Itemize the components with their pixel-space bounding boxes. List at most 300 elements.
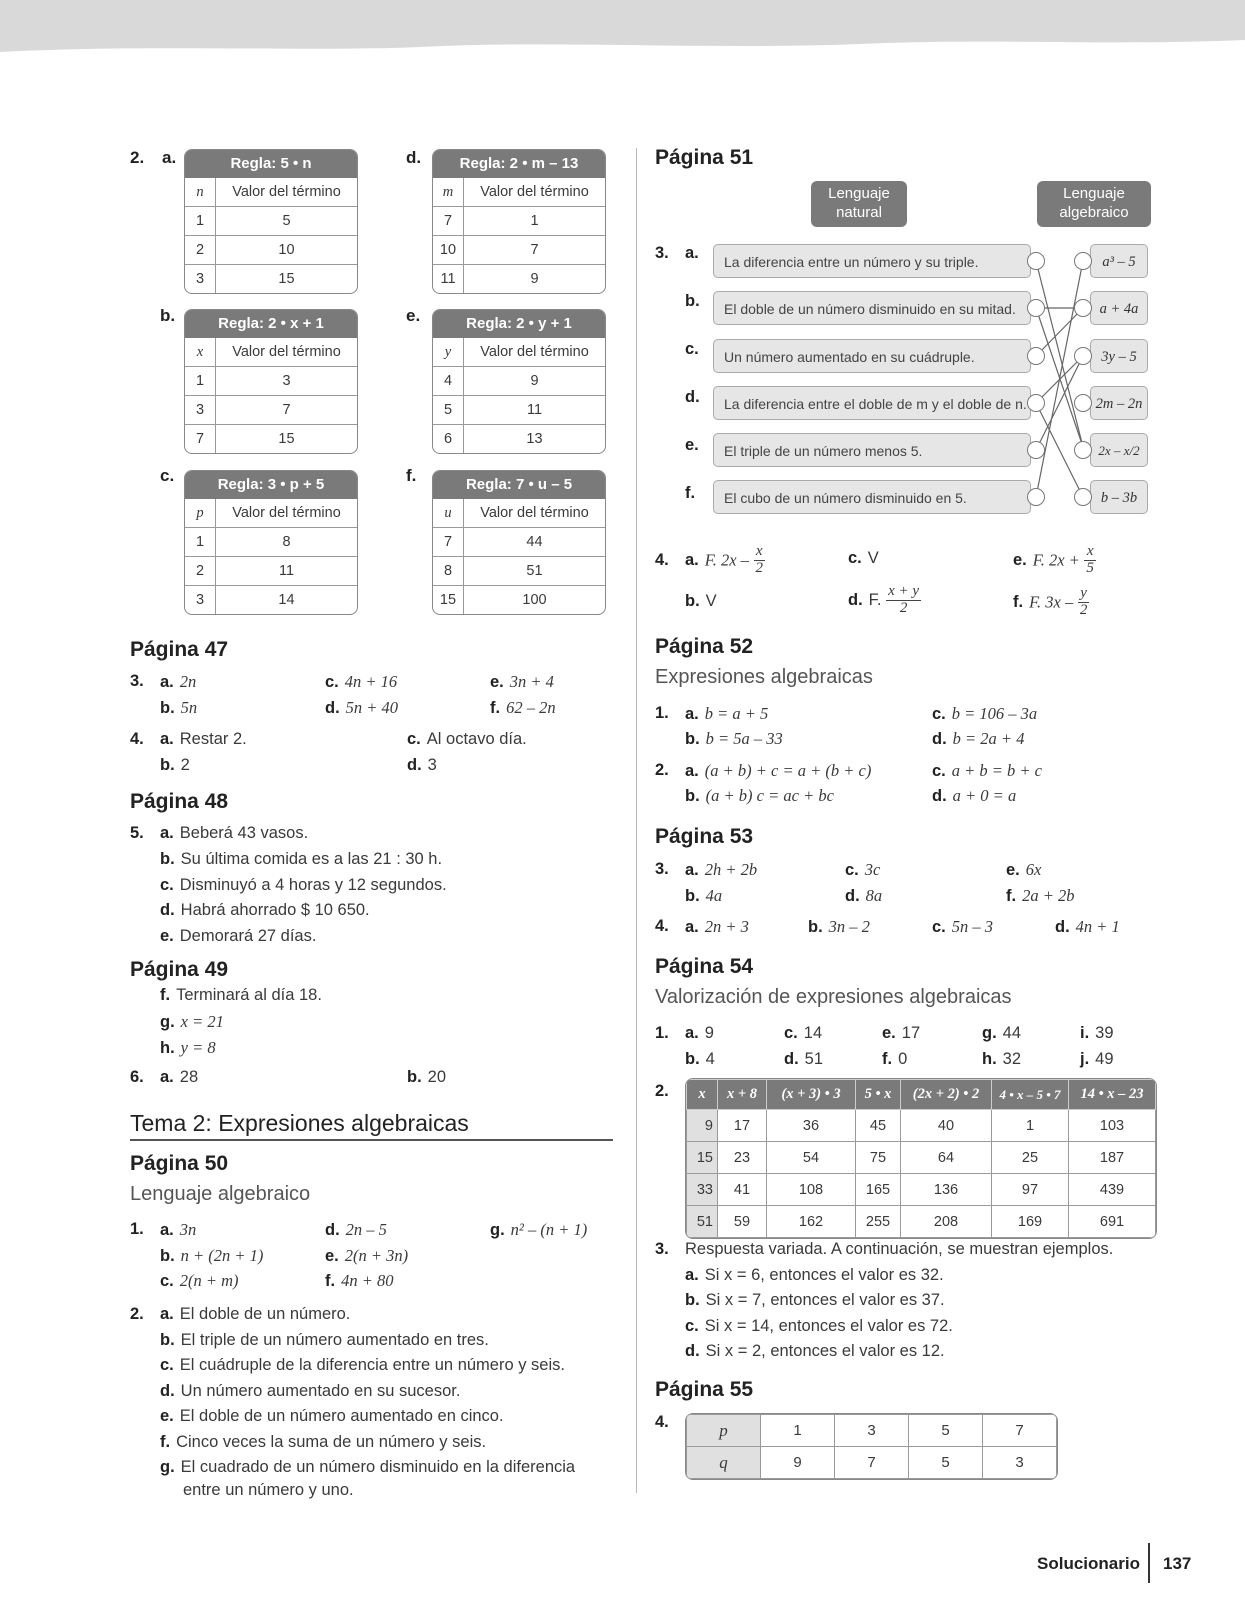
answer-text: Al octavo día. xyxy=(426,730,527,748)
item-label: a. xyxy=(685,550,699,569)
rule-header: Regla: 3 • p + 5 xyxy=(185,471,357,499)
table-cell: 15 xyxy=(433,586,464,615)
table-row xyxy=(687,1080,1156,1110)
table-cell: 3 xyxy=(835,1415,909,1447)
table-cell: 691 xyxy=(1069,1206,1156,1238)
table-cell: 75 xyxy=(856,1142,901,1174)
table-row xyxy=(433,236,605,265)
item-label: d. xyxy=(685,1342,700,1360)
expr-2: a + 4a xyxy=(1090,291,1148,325)
table-cell: 7 xyxy=(433,528,464,557)
answer-text: Cinco veces la suma de un número y seis. xyxy=(176,1433,487,1451)
item-label: b. xyxy=(160,850,175,868)
rule-table-c xyxy=(184,470,358,615)
table-row xyxy=(433,499,605,528)
answer-line xyxy=(325,1246,408,1266)
phrase-d: La diferencia entre el doble de m y el doble de n. xyxy=(713,386,1031,420)
item-label: a. xyxy=(685,762,699,780)
answer-line xyxy=(655,761,669,780)
section-title: Página 47 xyxy=(130,638,229,661)
answer-line xyxy=(130,1305,144,1324)
table-cell: n xyxy=(185,178,216,207)
table-cell: 9 xyxy=(464,265,606,294)
item-label: c. xyxy=(784,1024,798,1042)
table-cell: x + 8 xyxy=(718,1080,767,1110)
item-label: e. xyxy=(490,673,504,691)
answer-text: 2 xyxy=(1079,601,1088,618)
question-number: 6. xyxy=(130,1068,144,1086)
phrase-e: El triple de un número menos 5. xyxy=(713,433,1031,467)
item-label: c. xyxy=(160,876,174,894)
answer-line xyxy=(685,704,768,724)
answer-text: b = 5a – 33 xyxy=(705,729,783,748)
answer-line xyxy=(685,436,705,455)
table-cell: 7 xyxy=(216,396,358,425)
answer-line xyxy=(160,1305,350,1324)
table-cell: 9 xyxy=(761,1447,835,1479)
table-cell: 23 xyxy=(718,1142,767,1174)
answer-text: 2(n + m) xyxy=(179,1271,239,1290)
table-row xyxy=(433,425,605,454)
table-cell: 51 xyxy=(464,557,606,586)
section-title: Página 51 xyxy=(655,146,754,169)
answer-text: Lenguaje xyxy=(828,185,890,202)
answer-line xyxy=(1013,586,1089,619)
table-row xyxy=(185,178,357,207)
item-label: d. xyxy=(845,887,860,905)
answer-line xyxy=(130,1220,144,1239)
question-number: 4. xyxy=(655,551,669,569)
answer-line xyxy=(685,761,871,781)
item-label: b. xyxy=(685,787,700,805)
item-label: d. xyxy=(932,730,947,748)
answer-text: 3c xyxy=(864,860,881,879)
item-label: g. xyxy=(490,1221,505,1239)
answer-text: Si x = 7, entonces el valor es 37. xyxy=(705,1291,945,1309)
answer-text: 5n – 3 xyxy=(951,917,994,936)
table-cell: 9 xyxy=(687,1110,718,1142)
table-row xyxy=(687,1142,1156,1174)
answer-text: 2 xyxy=(899,599,908,616)
answer-line xyxy=(685,484,701,503)
answer-line xyxy=(160,730,247,749)
table-row xyxy=(687,1174,1156,1206)
item-label: i. xyxy=(1080,1024,1090,1042)
answer-line xyxy=(685,544,765,577)
item-label: b. xyxy=(685,730,700,748)
answer-text: 14 xyxy=(803,1024,823,1042)
section-title: Página 49 xyxy=(130,958,229,981)
expr-3: 3y – 5 xyxy=(1090,339,1148,373)
table-row xyxy=(185,425,357,454)
table-cell: 2 xyxy=(185,236,216,265)
answer-line xyxy=(932,786,1016,806)
match-dot xyxy=(1074,488,1092,506)
answer-line xyxy=(655,860,669,879)
answer-line xyxy=(1006,886,1074,906)
table-row xyxy=(687,1110,1156,1142)
answer-line xyxy=(685,592,717,611)
table-cell: 15 xyxy=(687,1142,718,1174)
table-cell: 5 xyxy=(216,207,358,236)
answer-text: 4 xyxy=(705,1050,715,1068)
table-cell: 7 xyxy=(835,1447,909,1479)
table-cell: 4 xyxy=(433,367,464,396)
phrase-a: La diferencia entre un número y su triple. xyxy=(713,244,1031,278)
match-dot xyxy=(1074,394,1092,412)
question-number: 3. xyxy=(655,860,669,878)
answer-line xyxy=(685,340,705,359)
answer-line xyxy=(845,860,880,880)
answer-line xyxy=(784,1050,823,1069)
expr-1: a³ – 5 xyxy=(1090,244,1148,278)
item-label: d. xyxy=(784,1050,799,1068)
expr-4: 2m – 2n xyxy=(1090,386,1148,420)
table-cell: 162 xyxy=(767,1206,856,1238)
answer-line xyxy=(1080,1050,1114,1069)
section-title: Página 55 xyxy=(655,1378,754,1401)
table-cell: x xyxy=(687,1080,718,1110)
fraction xyxy=(886,584,921,617)
table-cell: 36 xyxy=(767,1110,856,1142)
item-label: c. xyxy=(932,918,946,936)
column-divider xyxy=(636,148,637,1493)
footer-divider xyxy=(1148,1543,1150,1583)
table-cell: 15 xyxy=(216,425,358,454)
item-label: a. xyxy=(685,918,699,936)
item-label: a. xyxy=(685,1266,699,1284)
table-cell: 136 xyxy=(901,1174,992,1206)
item-label: e. xyxy=(406,306,421,325)
section-subtitle: Valorización de expresiones algebraicas xyxy=(655,986,1012,1008)
item-label: f. xyxy=(1006,887,1017,905)
answer-text: x = 21 xyxy=(180,1012,224,1031)
item-label: b. xyxy=(160,1331,175,1349)
answer-line xyxy=(808,917,870,937)
answer-line xyxy=(685,1317,953,1336)
table-cell: 1 xyxy=(761,1415,835,1447)
table-cell: 25 xyxy=(992,1142,1069,1174)
answer-text: El cuadrado de un número disminuido en la diferencia xyxy=(180,1458,576,1476)
table-cell: 103 xyxy=(1069,1110,1156,1142)
answer-line xyxy=(685,388,706,407)
answer-text: 2n – 5 xyxy=(345,1220,387,1239)
answer-text: Respuesta variada. A continuación, se muestran ejemplos. xyxy=(685,1240,1114,1258)
answer-text: Restar 2. xyxy=(179,730,247,748)
item-label: a. xyxy=(685,244,699,262)
item-label: c. xyxy=(845,861,859,879)
answer-text: V xyxy=(705,592,717,610)
table-cell: 208 xyxy=(901,1206,992,1238)
table-cell: m xyxy=(433,178,464,207)
item-label: b. xyxy=(160,306,176,325)
question-number: 5. xyxy=(130,824,144,842)
table-cell: 9 xyxy=(464,367,606,396)
answer-line xyxy=(685,886,722,906)
item-label: e. xyxy=(685,436,699,454)
answer-line xyxy=(685,1050,715,1069)
answer-text: 32 xyxy=(1002,1050,1022,1068)
table-cell: 187 xyxy=(1069,1142,1156,1174)
answer-line xyxy=(655,551,669,570)
answer-line xyxy=(130,824,144,843)
section-title: Página 52 xyxy=(655,635,754,658)
topic-heading: Tema 2: Expresiones algebraicas xyxy=(130,1110,613,1141)
question-number: 2. xyxy=(655,1082,669,1100)
item-label: e. xyxy=(882,1024,896,1042)
table-cell: 1 xyxy=(992,1110,1069,1142)
item-label: b. xyxy=(160,756,175,774)
item-label: d. xyxy=(160,901,175,919)
item-label: b. xyxy=(685,292,700,310)
item-label: j. xyxy=(1080,1050,1090,1068)
item-label: d. xyxy=(848,590,863,609)
question-number: 4. xyxy=(130,730,144,748)
match-dot xyxy=(1027,347,1045,365)
header-banner xyxy=(0,0,1245,66)
answer-line xyxy=(982,1050,1021,1069)
table-cell: 54 xyxy=(767,1142,856,1174)
question-number: 3. xyxy=(130,672,144,690)
table-cell: 169 xyxy=(992,1206,1069,1238)
table-cell: (x + 3) • 3 xyxy=(767,1080,856,1110)
answer-line xyxy=(882,1024,920,1043)
match-dot xyxy=(1074,347,1092,365)
match-dot xyxy=(1074,299,1092,317)
answer-line xyxy=(160,1038,216,1058)
table-cell: 5 xyxy=(909,1447,983,1479)
question-number: 1. xyxy=(130,1220,144,1238)
answer-text: (a + b) + c = a + (b + c) xyxy=(704,761,872,780)
header-algebraico xyxy=(1037,181,1151,227)
item-label: b. xyxy=(685,1291,700,1309)
answer-text: 2n xyxy=(179,672,197,691)
answer-line xyxy=(160,901,370,920)
item-label: b. xyxy=(160,699,175,717)
table-cell: 1 xyxy=(185,367,216,396)
item-label: a. xyxy=(685,1024,699,1042)
rule-table-a xyxy=(184,149,358,294)
item-label: c. xyxy=(160,466,175,485)
match-dot xyxy=(1027,394,1045,412)
table-cell: 7 xyxy=(433,207,464,236)
table-cell: 7 xyxy=(983,1415,1057,1447)
table-cell: 41 xyxy=(718,1174,767,1206)
table-cell: 33 xyxy=(687,1174,718,1206)
answer-text: F. 2x – xyxy=(704,550,749,570)
answer-line xyxy=(130,1068,144,1087)
item-label: f. xyxy=(325,1272,336,1290)
answer-line xyxy=(685,860,757,880)
rule-table-f xyxy=(432,470,606,615)
fraction xyxy=(754,544,766,577)
answer-line xyxy=(1055,917,1120,937)
match-dot xyxy=(1027,299,1045,317)
rule-header: Regla: 2 • x + 1 xyxy=(185,310,357,338)
rule-header: Regla: 2 • m – 13 xyxy=(433,150,605,178)
item-label: a. xyxy=(160,824,174,842)
answer-line xyxy=(490,1220,587,1240)
match-dot xyxy=(1027,488,1045,506)
item-label: a. xyxy=(685,861,699,879)
answer-text: 0 xyxy=(898,1050,908,1068)
item-label: h. xyxy=(160,1039,175,1057)
answer-text: 51 xyxy=(804,1050,824,1068)
item-label: d. xyxy=(685,388,700,406)
table-cell: 11 xyxy=(433,265,464,294)
answer-text: 2(n + 3n) xyxy=(344,1246,409,1265)
table-cell: 5 xyxy=(433,396,464,425)
item-label: d. xyxy=(325,1221,340,1239)
table-cell: 4 • x – 5 • 7 xyxy=(992,1080,1069,1110)
answer-text: 8a xyxy=(865,886,883,905)
item-label: e. xyxy=(1013,550,1027,569)
item-label: c. xyxy=(160,1272,174,1290)
match-dot xyxy=(1027,252,1045,270)
item-label: f. xyxy=(160,986,171,1004)
answer-text: natural xyxy=(836,204,882,221)
answer-text: 4n + 80 xyxy=(341,1271,394,1290)
table-cell: 3 xyxy=(983,1447,1057,1479)
item-label: f. xyxy=(685,484,696,502)
answer-line xyxy=(325,1271,393,1291)
answer-text: 4a xyxy=(705,886,723,905)
answer-line xyxy=(130,672,144,691)
table-cell: Valor del término xyxy=(464,178,606,207)
answer-text: b = 2a + 4 xyxy=(952,729,1025,748)
table-cell: 100 xyxy=(464,586,606,615)
table-row xyxy=(185,265,357,294)
table-cell: 5 xyxy=(909,1415,983,1447)
rule-table-d xyxy=(432,149,606,294)
table-cell: u xyxy=(433,499,464,528)
answer-line xyxy=(655,704,669,723)
table-cell: p xyxy=(185,499,216,528)
answer-line xyxy=(685,1024,714,1043)
answer-line xyxy=(160,1271,239,1291)
answer-line xyxy=(160,824,308,843)
table-cell: p xyxy=(687,1415,761,1447)
table-cell: 2 xyxy=(185,557,216,586)
section-subtitle: Expresiones algebraicas xyxy=(655,666,873,688)
matching-lines xyxy=(1020,240,1100,510)
table-cell: 15 xyxy=(216,265,358,294)
answer-line xyxy=(848,584,921,617)
item-label: c. xyxy=(407,730,421,748)
answer-line xyxy=(160,1220,196,1240)
table-row xyxy=(185,396,357,425)
answer-text: El doble de un número. xyxy=(179,1305,351,1323)
table-row xyxy=(185,557,357,586)
item-label: d. xyxy=(406,148,422,167)
rule-header: Regla: 2 • y + 1 xyxy=(433,310,605,338)
answer-line xyxy=(160,1407,504,1426)
item-label: f. xyxy=(160,1433,171,1451)
answer-line xyxy=(685,1266,944,1285)
item-label: a. xyxy=(160,1068,174,1086)
answer-text: x + y xyxy=(888,583,920,599)
table-row xyxy=(433,557,605,586)
table-cell: 3 xyxy=(185,396,216,425)
answer-text: 62 – 2n xyxy=(506,698,556,717)
answer-line xyxy=(932,761,1042,781)
answer-text: 44 xyxy=(1002,1024,1022,1042)
table-row xyxy=(433,367,605,396)
answer-line xyxy=(160,1433,486,1452)
pq-table xyxy=(685,1413,1058,1480)
answer-line xyxy=(685,1291,945,1310)
table-cell: 45 xyxy=(856,1110,901,1142)
table-row xyxy=(433,396,605,425)
phrase-b: El doble de un número disminuido en su mitad. xyxy=(713,291,1031,325)
table-cell: Valor del término xyxy=(216,338,358,367)
table-cell: 3 xyxy=(185,586,216,615)
answer-text: y = 8 xyxy=(180,1038,216,1057)
answer-line xyxy=(655,1024,669,1043)
answer-text: n + (2n + 1) xyxy=(180,1246,264,1265)
table-row xyxy=(687,1206,1156,1238)
table-row xyxy=(433,586,605,615)
table-cell: 1 xyxy=(464,207,606,236)
table-row xyxy=(433,178,605,207)
header-natural xyxy=(811,181,907,227)
item-label: b. xyxy=(160,1247,175,1265)
item-label: d. xyxy=(1055,918,1070,936)
table-cell: Valor del término xyxy=(216,499,358,528)
item-label: a. xyxy=(162,148,177,167)
table-cell: 10 xyxy=(216,236,358,265)
answer-text: El cuádruple de la diferencia entre un número y seis. xyxy=(179,1356,565,1374)
answer-text: 5n + 40 xyxy=(345,698,399,717)
table-cell: (2x + 2) • 2 xyxy=(901,1080,992,1110)
item-label: d. xyxy=(160,1382,175,1400)
table-cell: y xyxy=(433,338,464,367)
rule-table-b xyxy=(184,309,358,454)
answer-line xyxy=(685,786,834,806)
page-number: 137 xyxy=(1163,1554,1192,1573)
answer-text: El triple de un número aumentado en tres. xyxy=(180,1331,489,1349)
item-label: c. xyxy=(685,340,699,358)
item-label: a. xyxy=(160,1305,174,1323)
table-row xyxy=(185,367,357,396)
answer-line xyxy=(685,1342,945,1361)
table-cell: 7 xyxy=(464,236,606,265)
answer-line xyxy=(932,704,1037,724)
item-label: h. xyxy=(982,1050,997,1068)
match-dot xyxy=(1074,252,1092,270)
item-label: g. xyxy=(982,1024,997,1042)
answer-line xyxy=(784,1024,822,1043)
answer-text: 49 xyxy=(1095,1050,1114,1068)
answer-line xyxy=(160,1068,198,1087)
answer-text: Beberá 43 vasos. xyxy=(179,824,309,842)
answer-text: 2h + 2b xyxy=(704,860,758,879)
answer-text: F. 2x + xyxy=(1032,550,1080,570)
answer-text: 4n + 1 xyxy=(1075,917,1120,936)
answer-line xyxy=(160,1331,489,1350)
fraction xyxy=(1084,544,1096,577)
question-number: 4. xyxy=(655,917,669,935)
answer-text: 6x xyxy=(1025,860,1042,879)
answer-text: a + b = b + c xyxy=(951,761,1042,780)
item-label: b. xyxy=(685,887,700,905)
answer-line xyxy=(325,1220,387,1240)
table-cell: 165 xyxy=(856,1174,901,1206)
answer-text: x xyxy=(754,544,766,561)
item-label: b. xyxy=(685,592,700,610)
answer-line xyxy=(160,1458,575,1477)
answer-line xyxy=(685,917,749,937)
